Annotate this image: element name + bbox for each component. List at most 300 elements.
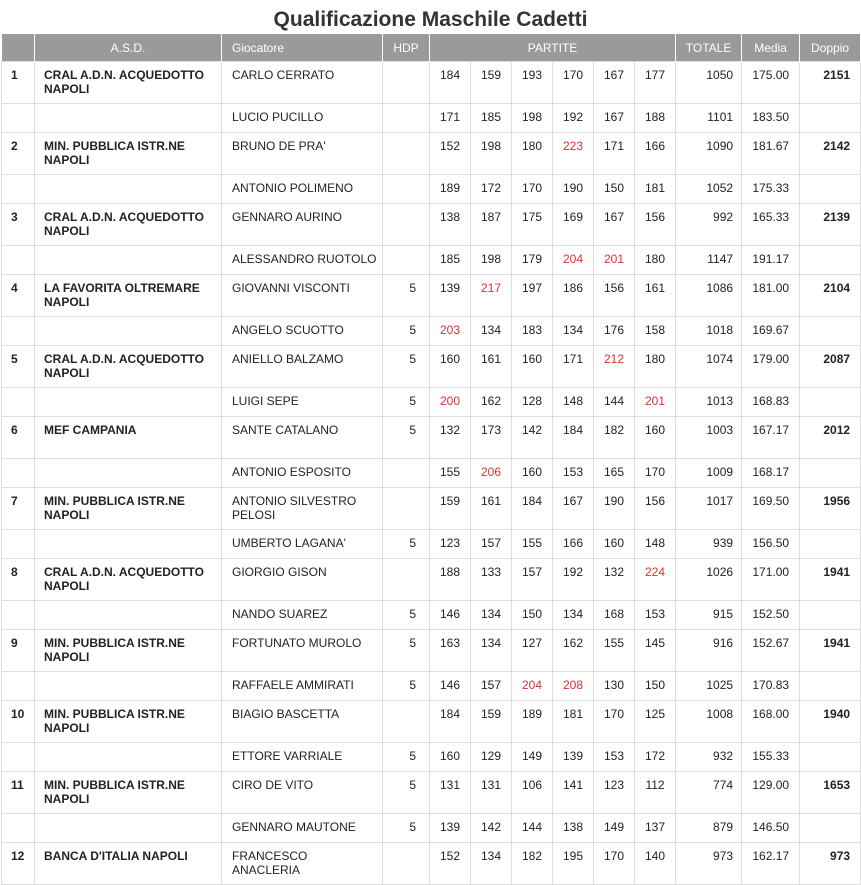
header-games: PARTITE: [430, 34, 676, 62]
table-row: [2, 488, 861, 530]
game-score-cell: 132: [430, 417, 471, 459]
average-cell: 183.50: [742, 104, 800, 133]
game-score-cell: 159: [471, 701, 512, 743]
game-score-cell: 180: [635, 246, 676, 275]
average-cell: 168.83: [742, 388, 800, 417]
game-score-cell: 127: [512, 630, 553, 672]
game-score-cell: 182: [594, 417, 635, 459]
double-cell: [800, 672, 861, 701]
game-score-cell: 123: [430, 530, 471, 559]
handicap-cell: 5: [383, 814, 430, 843]
club-cell: CRAL A.D.N. ACQUEDOTTO NAPOLI: [35, 559, 222, 601]
table-row: [2, 814, 861, 843]
double-cell: [800, 814, 861, 843]
game-score-cell: 155: [512, 530, 553, 559]
player-cell: SANTE CATALANO: [222, 417, 383, 459]
game-score-cell: 132: [594, 559, 635, 601]
player-cell: CARLO CERRATO: [222, 62, 383, 104]
game-score-cell: 138: [553, 814, 594, 843]
total-cell: 1052: [676, 175, 742, 204]
game-score-cell: 165: [594, 459, 635, 488]
average-cell: 168.00: [742, 701, 800, 743]
game-score-cell: 195: [553, 843, 594, 885]
game-score-cell: 170: [635, 459, 676, 488]
club-cell: [35, 104, 222, 133]
game-score-cell: 158: [635, 317, 676, 346]
game-score-cell: 161: [635, 275, 676, 317]
position-cell: [2, 246, 35, 275]
double-cell: 2012: [800, 417, 861, 459]
game-score-cell: 189: [512, 701, 553, 743]
game-score-cell: 157: [512, 559, 553, 601]
game-score-cell: 200: [430, 388, 471, 417]
player-cell: BIAGIO BASCETTA: [222, 701, 383, 743]
total-cell: 1008: [676, 701, 742, 743]
total-cell: 1050: [676, 62, 742, 104]
game-score-cell: 180: [635, 346, 676, 388]
total-cell: 1018: [676, 317, 742, 346]
game-score-cell: 166: [553, 530, 594, 559]
double-cell: 2087: [800, 346, 861, 388]
average-cell: 156.50: [742, 530, 800, 559]
game-score-cell: 134: [553, 317, 594, 346]
game-score-cell: 139: [430, 814, 471, 843]
handicap-cell: [383, 559, 430, 601]
double-cell: 1941: [800, 559, 861, 601]
game-score-cell: 166: [635, 133, 676, 175]
club-cell: MIN. PUBBLICA ISTR.NE NAPOLI: [35, 488, 222, 530]
table-row: [2, 62, 861, 104]
total-cell: 1101: [676, 104, 742, 133]
double-cell: 2104: [800, 275, 861, 317]
game-score-cell: 149: [594, 814, 635, 843]
club-cell: [35, 317, 222, 346]
table-row: [2, 559, 861, 601]
game-score-cell: 204: [512, 672, 553, 701]
average-cell: 129.00: [742, 772, 800, 814]
average-cell: 191.17: [742, 246, 800, 275]
game-score-cell: 180: [512, 133, 553, 175]
game-score-cell: 186: [553, 275, 594, 317]
handicap-cell: 5: [383, 275, 430, 317]
club-cell: MEF CAMPANIA: [35, 417, 222, 459]
game-score-cell: 150: [594, 175, 635, 204]
game-score-cell: 167: [553, 488, 594, 530]
table-row: [2, 772, 861, 814]
club-cell: CRAL A.D.N. ACQUEDOTTO NAPOLI: [35, 62, 222, 104]
game-score-cell: 187: [471, 204, 512, 246]
average-cell: 165.33: [742, 204, 800, 246]
game-score-cell: 134: [553, 601, 594, 630]
game-score-cell: 148: [553, 388, 594, 417]
game-score-cell: 139: [430, 275, 471, 317]
double-cell: [800, 317, 861, 346]
header-hdp: HDP: [383, 34, 430, 62]
total-cell: 879: [676, 814, 742, 843]
game-score-cell: 170: [512, 175, 553, 204]
game-score-cell: 184: [430, 701, 471, 743]
position-cell: [2, 459, 35, 488]
player-cell: LUIGI SEPE: [222, 388, 383, 417]
game-score-cell: 176: [594, 317, 635, 346]
player-cell: NANDO SUAREZ: [222, 601, 383, 630]
game-score-cell: 156: [635, 204, 676, 246]
game-score-cell: 197: [512, 275, 553, 317]
table-row: [2, 133, 861, 175]
player-cell: CIRO DE VITO: [222, 772, 383, 814]
handicap-cell: 5: [383, 530, 430, 559]
game-score-cell: 217: [471, 275, 512, 317]
average-cell: 171.00: [742, 559, 800, 601]
game-score-cell: 137: [635, 814, 676, 843]
double-cell: 973: [800, 843, 861, 885]
player-cell: ALESSANDRO RUOTOLO: [222, 246, 383, 275]
game-score-cell: 146: [430, 672, 471, 701]
club-cell: [35, 175, 222, 204]
handicap-cell: 5: [383, 388, 430, 417]
total-cell: 973: [676, 843, 742, 885]
handicap-cell: [383, 104, 430, 133]
game-score-cell: 170: [594, 701, 635, 743]
game-score-cell: 149: [512, 743, 553, 772]
double-cell: [800, 104, 861, 133]
game-score-cell: 171: [553, 346, 594, 388]
position-cell: 10: [2, 701, 35, 743]
game-score-cell: 160: [635, 417, 676, 459]
game-score-cell: 201: [635, 388, 676, 417]
game-score-cell: 139: [553, 743, 594, 772]
game-score-cell: 188: [430, 559, 471, 601]
double-cell: [800, 530, 861, 559]
double-cell: [800, 743, 861, 772]
player-cell: ANTONIO ESPOSITO: [222, 459, 383, 488]
game-score-cell: 106: [512, 772, 553, 814]
game-score-cell: 162: [553, 630, 594, 672]
player-cell: GENNARO AURINO: [222, 204, 383, 246]
total-cell: 1074: [676, 346, 742, 388]
player-cell: ANIELLO BALZAMO: [222, 346, 383, 388]
game-score-cell: 123: [594, 772, 635, 814]
club-cell: [35, 388, 222, 417]
position-cell: [2, 388, 35, 417]
position-cell: 7: [2, 488, 35, 530]
game-score-cell: 170: [553, 62, 594, 104]
game-score-cell: 184: [553, 417, 594, 459]
player-cell: GIORGIO GISON: [222, 559, 383, 601]
table-row: [2, 104, 861, 133]
club-cell: MIN. PUBBLICA ISTR.NE NAPOLI: [35, 133, 222, 175]
table-row: [2, 417, 861, 459]
game-score-cell: 204: [553, 246, 594, 275]
position-cell: 1: [2, 62, 35, 104]
game-score-cell: 152: [430, 843, 471, 885]
game-score-cell: 150: [635, 672, 676, 701]
game-score-cell: 162: [471, 388, 512, 417]
standings-table: [1, 34, 861, 885]
game-score-cell: 182: [512, 843, 553, 885]
position-cell: 5: [2, 346, 35, 388]
double-cell: 2142: [800, 133, 861, 175]
game-score-cell: 192: [553, 104, 594, 133]
total-cell: 916: [676, 630, 742, 672]
game-score-cell: 140: [635, 843, 676, 885]
handicap-cell: 5: [383, 630, 430, 672]
game-score-cell: 198: [512, 104, 553, 133]
header-total: TOTALE: [676, 34, 742, 62]
game-score-cell: 157: [471, 530, 512, 559]
game-score-cell: 198: [471, 133, 512, 175]
game-score-cell: 148: [635, 530, 676, 559]
position-cell: 3: [2, 204, 35, 246]
table-header: [2, 34, 861, 62]
game-score-cell: 212: [594, 346, 635, 388]
average-cell: 175.33: [742, 175, 800, 204]
handicap-cell: [383, 701, 430, 743]
game-score-cell: 171: [430, 104, 471, 133]
game-score-cell: 153: [635, 601, 676, 630]
average-cell: 167.17: [742, 417, 800, 459]
double-cell: 1941: [800, 630, 861, 672]
game-score-cell: 152: [430, 133, 471, 175]
game-score-cell: 203: [430, 317, 471, 346]
handicap-cell: 5: [383, 317, 430, 346]
game-score-cell: 131: [430, 772, 471, 814]
table-row: [2, 317, 861, 346]
handicap-cell: 5: [383, 743, 430, 772]
game-score-cell: 161: [471, 346, 512, 388]
average-cell: 170.83: [742, 672, 800, 701]
average-cell: 181.67: [742, 133, 800, 175]
game-score-cell: 168: [594, 601, 635, 630]
game-score-cell: 160: [512, 459, 553, 488]
club-cell: [35, 601, 222, 630]
position-cell: [2, 814, 35, 843]
handicap-cell: [383, 204, 430, 246]
game-score-cell: 224: [635, 559, 676, 601]
game-score-cell: 145: [635, 630, 676, 672]
player-cell: FORTUNATO MUROLO: [222, 630, 383, 672]
table-row: [2, 743, 861, 772]
total-cell: 774: [676, 772, 742, 814]
position-cell: [2, 175, 35, 204]
club-cell: BANCA D'ITALIA NAPOLI: [35, 843, 222, 885]
average-cell: 162.17: [742, 843, 800, 885]
handicap-cell: 5: [383, 417, 430, 459]
position-cell: [2, 743, 35, 772]
average-cell: 169.50: [742, 488, 800, 530]
average-cell: 152.50: [742, 601, 800, 630]
game-score-cell: 171: [594, 133, 635, 175]
double-cell: 1653: [800, 772, 861, 814]
total-cell: 1017: [676, 488, 742, 530]
table-row: [2, 601, 861, 630]
game-score-cell: 153: [594, 743, 635, 772]
average-cell: 168.17: [742, 459, 800, 488]
game-score-cell: 192: [553, 559, 594, 601]
double-cell: [800, 601, 861, 630]
club-cell: CRAL A.D.N. ACQUEDOTTO NAPOLI: [35, 346, 222, 388]
header-average: Media: [742, 34, 800, 62]
game-score-cell: 159: [471, 62, 512, 104]
club-cell: LA FAVORITA OLTREMARE NAPOLI: [35, 275, 222, 317]
game-score-cell: 188: [635, 104, 676, 133]
player-cell: LUCIO PUCILLO: [222, 104, 383, 133]
game-score-cell: 208: [553, 672, 594, 701]
game-score-cell: 160: [430, 743, 471, 772]
double-cell: 2139: [800, 204, 861, 246]
handicap-cell: 5: [383, 601, 430, 630]
header-player: Giocatore: [222, 34, 383, 62]
game-score-cell: 184: [430, 62, 471, 104]
double-cell: [800, 175, 861, 204]
position-cell: [2, 530, 35, 559]
table-row: [2, 530, 861, 559]
handicap-cell: 5: [383, 346, 430, 388]
game-score-cell: 134: [471, 601, 512, 630]
club-cell: MIN. PUBBLICA ISTR.NE NAPOLI: [35, 630, 222, 672]
game-score-cell: 131: [471, 772, 512, 814]
total-cell: 915: [676, 601, 742, 630]
game-score-cell: 129: [471, 743, 512, 772]
page-title: Qualificazione Maschile Cadetti: [273, 8, 588, 31]
position-cell: [2, 601, 35, 630]
average-cell: 175.00: [742, 62, 800, 104]
game-score-cell: 159: [430, 488, 471, 530]
game-score-cell: 138: [430, 204, 471, 246]
club-cell: MIN. PUBBLICA ISTR.NE NAPOLI: [35, 701, 222, 743]
total-cell: 939: [676, 530, 742, 559]
total-cell: 1026: [676, 559, 742, 601]
position-cell: 12: [2, 843, 35, 885]
position-cell: 11: [2, 772, 35, 814]
game-score-cell: 223: [553, 133, 594, 175]
game-score-cell: 169: [553, 204, 594, 246]
game-score-cell: 185: [430, 246, 471, 275]
game-score-cell: 134: [471, 317, 512, 346]
total-cell: 1086: [676, 275, 742, 317]
game-score-cell: 172: [471, 175, 512, 204]
game-score-cell: 181: [635, 175, 676, 204]
table-row: [2, 630, 861, 672]
game-score-cell: 112: [635, 772, 676, 814]
game-score-cell: 157: [471, 672, 512, 701]
game-score-cell: 155: [430, 459, 471, 488]
table-row: [2, 246, 861, 275]
game-score-cell: 170: [594, 843, 635, 885]
game-score-cell: 144: [512, 814, 553, 843]
game-score-cell: 144: [594, 388, 635, 417]
average-cell: 181.00: [742, 275, 800, 317]
game-score-cell: 133: [471, 559, 512, 601]
game-score-cell: 160: [594, 530, 635, 559]
game-score-cell: 161: [471, 488, 512, 530]
header-asd: A.S.D.: [35, 34, 222, 62]
game-score-cell: 201: [594, 246, 635, 275]
game-score-cell: 156: [635, 488, 676, 530]
table-row: [2, 175, 861, 204]
game-score-cell: 193: [512, 62, 553, 104]
game-score-cell: 130: [594, 672, 635, 701]
club-cell: [35, 672, 222, 701]
game-score-cell: 198: [471, 246, 512, 275]
position-cell: 2: [2, 133, 35, 175]
handicap-cell: [383, 62, 430, 104]
game-score-cell: 134: [471, 843, 512, 885]
position-cell: 9: [2, 630, 35, 672]
position-cell: [2, 104, 35, 133]
position-cell: 4: [2, 275, 35, 317]
club-cell: [35, 743, 222, 772]
table-row: [2, 204, 861, 246]
game-score-cell: 150: [512, 601, 553, 630]
player-cell: ETTORE VARRIALE: [222, 743, 383, 772]
game-score-cell: 181: [553, 701, 594, 743]
club-cell: CRAL A.D.N. ACQUEDOTTO NAPOLI: [35, 204, 222, 246]
table-body: [2, 62, 861, 885]
game-score-cell: 190: [553, 175, 594, 204]
handicap-cell: [383, 133, 430, 175]
table-row: [2, 843, 861, 885]
game-score-cell: 179: [512, 246, 553, 275]
player-cell: ANTONIO POLIMENO: [222, 175, 383, 204]
position-cell: [2, 672, 35, 701]
player-cell: ANTONIO SILVESTRO PELOSI: [222, 488, 383, 530]
total-cell: 992: [676, 204, 742, 246]
player-cell: GIOVANNI VISCONTI: [222, 275, 383, 317]
table-row: [2, 672, 861, 701]
average-cell: 152.67: [742, 630, 800, 672]
game-score-cell: 141: [553, 772, 594, 814]
handicap-cell: 5: [383, 772, 430, 814]
total-cell: 1009: [676, 459, 742, 488]
game-score-cell: 167: [594, 104, 635, 133]
table-row: [2, 701, 861, 743]
average-cell: 155.33: [742, 743, 800, 772]
double-cell: [800, 388, 861, 417]
game-score-cell: 128: [512, 388, 553, 417]
header-position: [2, 34, 35, 62]
average-cell: 146.50: [742, 814, 800, 843]
handicap-cell: 5: [383, 672, 430, 701]
double-cell: [800, 246, 861, 275]
game-score-cell: 163: [430, 630, 471, 672]
game-score-cell: 173: [471, 417, 512, 459]
player-cell: ANGELO SCUOTTO: [222, 317, 383, 346]
player-cell: FRANCESCO ANACLERIA: [222, 843, 383, 885]
table-row: [2, 459, 861, 488]
game-score-cell: 146: [430, 601, 471, 630]
header-double: Doppio: [800, 34, 861, 62]
game-score-cell: 183: [512, 317, 553, 346]
table-row: [2, 346, 861, 388]
game-score-cell: 134: [471, 630, 512, 672]
handicap-cell: [383, 459, 430, 488]
club-cell: MIN. PUBBLICA ISTR.NE NAPOLI: [35, 772, 222, 814]
total-cell: 1013: [676, 388, 742, 417]
total-cell: 1025: [676, 672, 742, 701]
average-cell: 169.67: [742, 317, 800, 346]
game-score-cell: 142: [512, 417, 553, 459]
total-cell: 1003: [676, 417, 742, 459]
game-score-cell: 160: [430, 346, 471, 388]
player-cell: RAFFAELE AMMIRATI: [222, 672, 383, 701]
club-cell: [35, 459, 222, 488]
handicap-cell: [383, 843, 430, 885]
game-score-cell: 206: [471, 459, 512, 488]
player-cell: BRUNO DE PRA': [222, 133, 383, 175]
game-score-cell: 125: [635, 701, 676, 743]
total-cell: 1147: [676, 246, 742, 275]
